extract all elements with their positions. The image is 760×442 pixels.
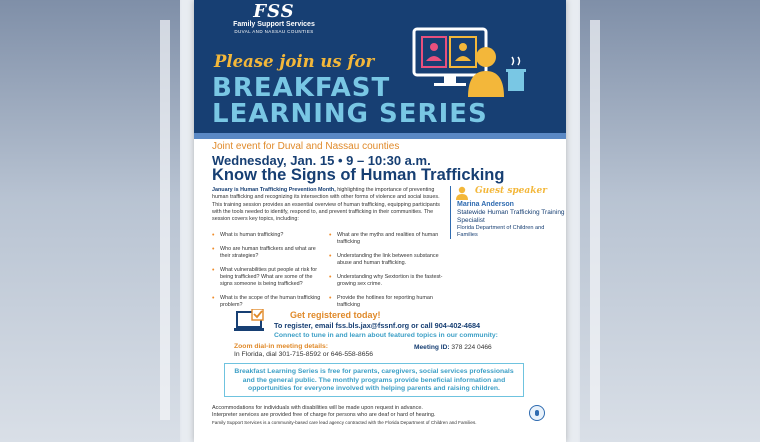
seal-icon	[529, 405, 545, 421]
meeting-id-label: Meeting ID:	[414, 344, 450, 351]
logo-mark: FSS	[253, 1, 295, 22]
fss-logo	[224, 3, 324, 35]
person-icon	[455, 186, 469, 200]
blurred-background-left	[0, 0, 180, 442]
register-contact: To register, email fss.bls.jax@fssnf.org or call 904-402-4684	[274, 321, 481, 330]
guest-speaker-name: Marina Anderson	[457, 201, 514, 208]
footer-notes	[212, 405, 512, 426]
guest-speaker-title: Guest speaker	[475, 186, 547, 196]
intro-lead: January is Human Trafficking Prevention Month,	[212, 187, 336, 193]
list-item: • What is human trafficking?	[212, 232, 324, 239]
list-item: • Understanding the link between substance abuse and human trafficking.	[329, 253, 447, 267]
laptop-check-icon	[234, 309, 268, 333]
list-item: • Who are human traffickers and what are their strategies?	[212, 246, 324, 260]
meeting-id-value: 378 224 0466	[449, 344, 492, 351]
footer-line1: Accommodations for individuals with disabilities will be made upon request in advance.	[212, 405, 423, 411]
series-title	[212, 75, 532, 127]
logo-subtitle: DUVAL AND NASSAU COUNTIES	[234, 29, 314, 34]
logo-name: Family Support Services	[233, 21, 315, 28]
guest-speaker-panel	[450, 186, 565, 239]
series-title-line2: LEARNING SERIES	[212, 99, 488, 129]
connect-text: Connect to tune in and learn about featured topics in our community:	[274, 332, 498, 339]
free-program-notice: Breakfast Learning Series is free for parents, caregivers, social services professionals and the general public. The monthly programs provide beneficial information and opportunities for everyone involved with helping parents and raising children.	[224, 363, 524, 397]
event-title: Know the Signs of Human Trafficking	[212, 166, 505, 184]
list-item: • What is the scope of the human trafficking problem?	[212, 295, 324, 309]
join-us-heading: Please join us for	[214, 52, 375, 71]
register-title: Get registered today!	[290, 310, 381, 320]
topics-right-list	[329, 232, 447, 316]
topics-left-list	[212, 232, 324, 316]
event-date-time: Wednesday, Jan. 15 • 9 – 10:30 a.m.	[212, 153, 431, 168]
event-flyer	[194, 0, 566, 442]
joint-event-label: Joint event for Duval and Nassau counties	[212, 141, 400, 152]
meeting-id	[414, 344, 492, 352]
intro-paragraph	[212, 187, 444, 223]
series-title-line1: BREAKFAST	[212, 73, 391, 103]
list-item: • Provide the hotlines for reporting human trafficking	[329, 295, 447, 309]
list-item: • Understanding why Sextortion is the fastest-growing sex crime.	[329, 274, 447, 288]
guest-speaker-role: Statewide Human Trafficking Training Specialist	[457, 209, 565, 224]
intro-body: highlighting the importance of preventing human trafficking and recognizing its intersection with other forms of violence and social issues. This training session provides an essential overview of human trafficking, equipping participants with the tools needed to identify, respond to, and prevent trafficking in their communities. The session covers key topics, including:	[212, 187, 440, 223]
footer-line3: Family Support Services is a community-based care lead agency contracted with the Florida Department of Children and Families.	[212, 420, 477, 425]
blurred-background-right	[580, 0, 760, 442]
zoom-dial-numbers: In Florida, dial 301-715-8592 or 646-558-8656	[234, 351, 374, 358]
guest-speaker-org: Florida Department of Children and Families	[457, 225, 545, 239]
footer-line2: Interpreter services are provided free of charge for persons who are deaf or hard of hearing.	[212, 412, 436, 418]
banner-accent-stripe	[194, 133, 566, 139]
list-item: • What are the myths and realities of human trafficking	[329, 232, 447, 246]
list-item: • What vulnerabilities put people at risk for being trafficked? What are some of the signs someone is being trafficked?	[212, 267, 324, 288]
zoom-details-title: Zoom dial-in meeting details:	[234, 343, 329, 350]
